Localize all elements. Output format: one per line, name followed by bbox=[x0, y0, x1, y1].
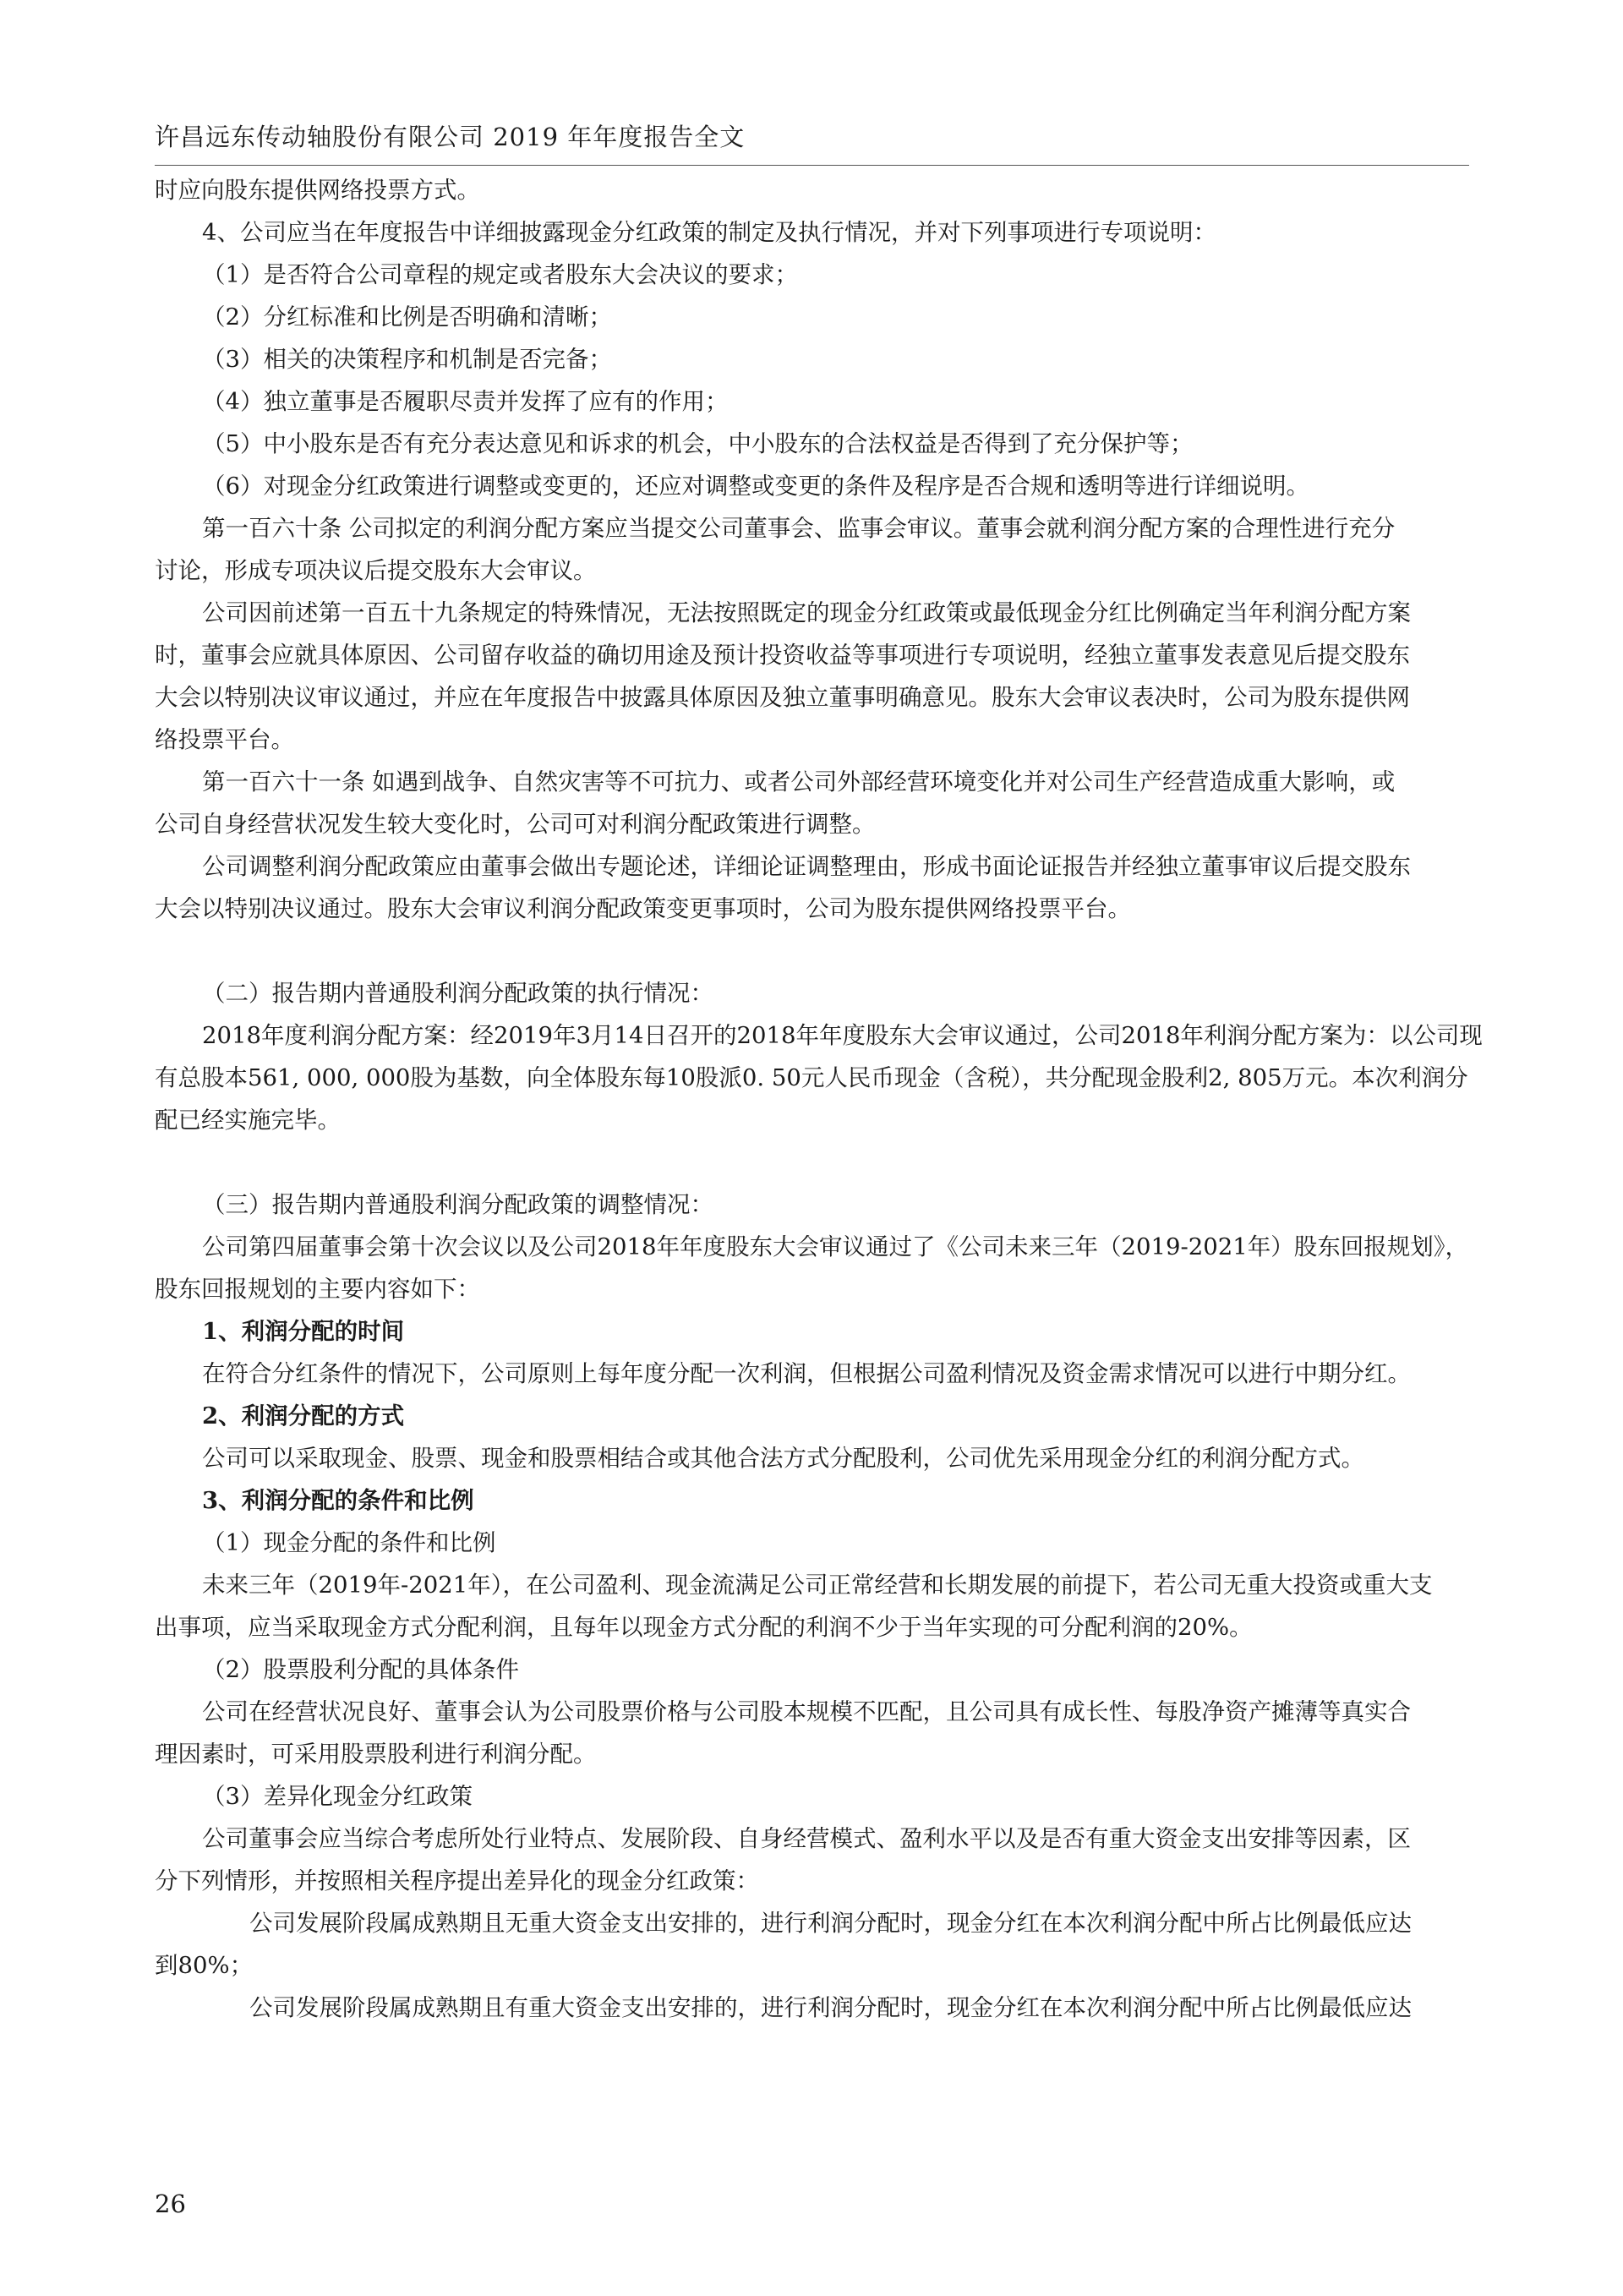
sub-item-6: （6）对现金分红政策进行调整或变更的，还应对调整或变更的条件及程序是否合规和透明等进行详细说明。 bbox=[202, 473, 1309, 500]
list-item-4: 4、公司应当在年度报告中详细披露现金分红政策的制定及执行情况，并对下列事项进行专项说明： bbox=[202, 219, 1216, 246]
paragraph-line: 有总股本561, 000, 000股为基数，向全体股东每10股派0. 50元人民币现金（含税），共分配现金股利2, 805万元。本次利润分 bbox=[155, 1064, 1468, 1091]
sub-item-4: （4）独立董事是否履职尽责并发挥了应有的作用； bbox=[202, 388, 729, 415]
paragraph-line: 公司调整利润分配政策应由董事会做出专题论述，详细论证调整理由，形成书面论证报告并经独立董事审议后提交股东 bbox=[202, 853, 1411, 880]
spacer bbox=[155, 930, 1469, 972]
header-rule bbox=[155, 165, 1469, 166]
subheading-3: 3、利润分配的条件和比例 bbox=[202, 1487, 474, 1514]
paragraph-line: 公司因前述第一百五十九条规定的特殊情况，无法按照既定的现金分红政策或最低现金分红比例确定当年利润分配方案 bbox=[202, 599, 1411, 626]
paragraph-line: 到80%； bbox=[155, 1952, 254, 1979]
paragraph-line: 配已经实施完毕。 bbox=[155, 1107, 341, 1134]
sub-item-1: （1）是否符合公司章程的规定或者股东大会决议的要求； bbox=[202, 261, 798, 288]
paragraph-line: 未来三年（2019年-2021年），在公司盈利、现金流满足公司正常经营和长期发展的前提下，若公司无重大投资或重大支 bbox=[202, 1572, 1433, 1599]
paragraph-line: 公司发展阶段属成熟期且无重大资金支出安排的，进行利润分配时，现金分红在本次利润分配中所占比例最低应达 bbox=[249, 1910, 1412, 1937]
paragraph-line: 公司可以采取现金、股票、现金和股票相结合或其他合法方式分配股利，公司优先采用现金分红的利润分配方式。 bbox=[202, 1445, 1364, 1472]
spacer bbox=[155, 1141, 1469, 1184]
sub-item-2: （2）分红标准和比例是否明确和清晰； bbox=[202, 303, 612, 331]
paragraph-line: 2018年度利润分配方案：经2019年3月14日召开的2018年年度股东大会审议通过，公司2018年利润分配方案为：以公司现 bbox=[202, 1022, 1483, 1049]
text-line: 时应向股东提供网络投票方式。 bbox=[155, 177, 480, 204]
paragraph-line: 时，董事会应就具体原因、公司留存收益的确切用途及预计投资收益等事项进行专项说明，经独立董事发表意见后提交股东 bbox=[155, 642, 1410, 669]
article-161-line-1: 第一百六十一条 如遇到战争、自然灾害等不可抗力、或者公司外部经营环境变化并对公司生产经营造成重大影响，或 bbox=[202, 768, 1396, 795]
sub-item-heading-2: （2）股票股利分配的具体条件 bbox=[202, 1656, 519, 1683]
subheading-2: 2、利润分配的方式 bbox=[202, 1402, 405, 1430]
paragraph-line: 公司发展阶段属成熟期且有重大资金支出安排的，进行利润分配时，现金分红在本次利润分配中所占比例最低应达 bbox=[249, 1994, 1412, 2021]
section-heading-3: （三）报告期内普通股利润分配政策的调整情况： bbox=[202, 1191, 713, 1218]
section-heading-2: （二）报告期内普通股利润分配政策的执行情况： bbox=[202, 980, 713, 1007]
sub-item-heading-1: （1）现金分配的条件和比例 bbox=[202, 1529, 496, 1556]
sub-item-heading-3: （3）差异化现金分红政策 bbox=[202, 1783, 473, 1810]
article-161-line-2: 公司自身经营状况发生较大变化时，公司可对利润分配政策进行调整。 bbox=[155, 811, 876, 838]
sub-item-3: （3）相关的决策程序和机制是否完备； bbox=[202, 346, 612, 373]
paragraph-line: 公司第四届董事会第十次会议以及公司2018年年度股东大会审议通过了《公司未来三年（2019-2021年）股东回报规划》， bbox=[202, 1233, 1468, 1260]
paragraph-line: 络投票平台。 bbox=[155, 726, 294, 753]
document-body bbox=[155, 169, 1483, 2029]
paragraph-line: 公司董事会应当综合考虑所处行业特点、发展阶段、自身经营模式、盈利水平以及是否有重大资金支出安排等因素，区 bbox=[202, 1825, 1411, 1852]
paragraph-line: 出事项，应当采取现金方式分配利润，且每年以现金方式分配的利润不少于当年实现的可分配利润的20%。 bbox=[155, 1614, 1253, 1641]
paragraph-line: 在符合分红条件的情况下，公司原则上每年度分配一次利润，但根据公司盈利情况及资金需求情况可以进行中期分红。 bbox=[202, 1360, 1411, 1387]
article-160-line-1: 第一百六十条 公司拟定的利润分配方案应当提交公司董事会、监事会审议。董事会就利润分配方案的合理性进行充分 bbox=[202, 515, 1396, 542]
paragraph-line: 分下列情形，并按照相关程序提出差异化的现金分红政策： bbox=[155, 1867, 759, 1894]
paragraph-line: 公司在经营状况良好、董事会认为公司股票价格与公司股本规模不匹配，且公司具有成长性、每股净资产摊薄等真实合 bbox=[202, 1698, 1411, 1725]
sub-item-5: （5）中小股东是否有充分表达意见和诉求的机会，中小股东的合法权益是否得到了充分保护等； bbox=[202, 430, 1194, 457]
report-header: 许昌远东传动轴股份有限公司 2019 年年度报告全文 bbox=[155, 123, 746, 151]
subheading-1: 1、利润分配的时间 bbox=[202, 1318, 405, 1345]
paragraph-line: 理因素时，可采用股票股利进行利润分配。 bbox=[155, 1741, 597, 1768]
article-160-line-2: 讨论，形成专项决议后提交股东大会审议。 bbox=[155, 557, 597, 584]
paragraph-line: 大会以特别决议审议通过，并应在年度报告中披露具体原因及独立董事明确意见。股东大会审议表决时，公司为股东提供网 bbox=[155, 684, 1410, 711]
paragraph-line: 股东回报规划的主要内容如下： bbox=[155, 1276, 480, 1303]
page-number: 26 bbox=[155, 2189, 186, 2218]
paragraph-line: 大会以特别决议通过。股东大会审议利润分配政策变更事项时，公司为股东提供网络投票平台。 bbox=[155, 895, 1131, 922]
